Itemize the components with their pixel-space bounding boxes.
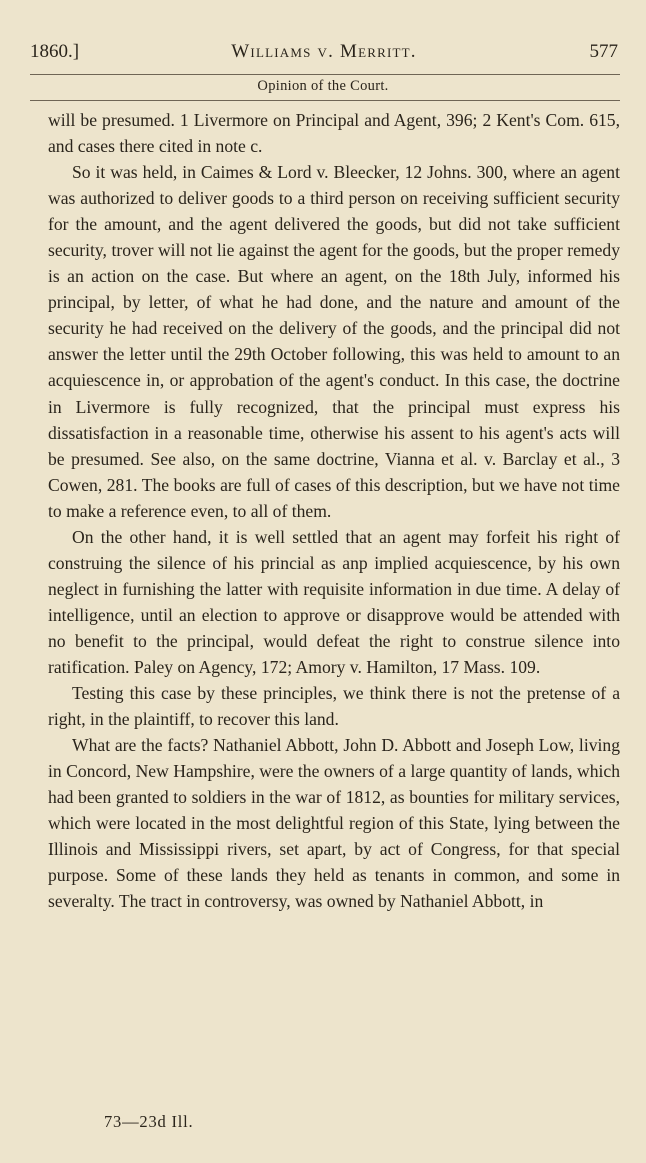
running-title: Williams v. Merritt.	[231, 41, 417, 62]
header-rule	[30, 74, 620, 75]
paragraph: will be presumed. 1 Livermore on Principal and Agent, 396; 2 Kent's Com. 615, and cases there cited in note c.	[48, 110, 620, 157]
page-number-left: 1860.]	[30, 41, 80, 62]
paragraph: So it was held, in Caimes & Lord v. Bleecker, 12 Johns. 300, where an agent was authorized to deliver goods to a third person on receiving sufficient security for the amount, and the agent delivered the goods, but did not take sufficient security, trover will not lie against the agent for the goods, but the proper remedy is an action on the case. But where an agent, on the 18th July, informed his principal, by letter, of what he had done, and the nature and amount of the security he had received on the delivery of the goods, and the principal did not answer the letter until the 29th October following, this was held to amount to an acquiescence in, or approbation of the agent's conduct. In this case, the doctrine in Livermore is fully recognized, that the principal must express his dissatisfaction in a reasonable time, otherwise his assent to his agent's acts will be presumed. See also, on the same doctrine, Vianna et al. v. Barclay et al., 3 Cowen, 281. The books are full of cases of this description, but we have not time to make a reference even, to all of them.	[48, 162, 620, 521]
opinion-text	[48, 107, 620, 914]
paragraph: On the other hand, it is well settled that an agent may forfeit his right of construing the silence of his princial as anp implied acquiescence, by his own neglect in furnishing the latter with requisite information in due time. A delay of intelligence, until an election to approve or disapprove would be attended with no benefit to the principal, would defeat the right to construe silence into ratification. Paley on Agency, 172; Amory v. Hamilton, 17 Mass. 109.	[48, 526, 620, 677]
section-subheading: Opinion of the Court.	[257, 78, 389, 94]
page-number-right: 577	[589, 41, 618, 62]
subheading-rule	[30, 100, 620, 101]
page-header	[30, 41, 618, 73]
paragraph: What are the facts? Nathaniel Abbott, John D. Abbott and Joseph Low, living in Concord, New Hampshire, were the owners of a large quantity of lands, which had been granted to soldiers in the war of 1812, as bounties for military services, which were located in the most delightful region of this State, lying between the Illinois and Mississippi rivers, set apart, by act of Congress, for that special purpose. Some of these lands they held as tenants in common, and some in severalty. The tract in controversy, was owned by Nathaniel Abbott, in	[48, 735, 620, 912]
signature-mark: 73—23d Ill.	[104, 1112, 194, 1131]
paragraph: Testing this case by these principles, we think there is not the pretense of a right, in the plaintiff, to recover this land.	[48, 683, 620, 730]
